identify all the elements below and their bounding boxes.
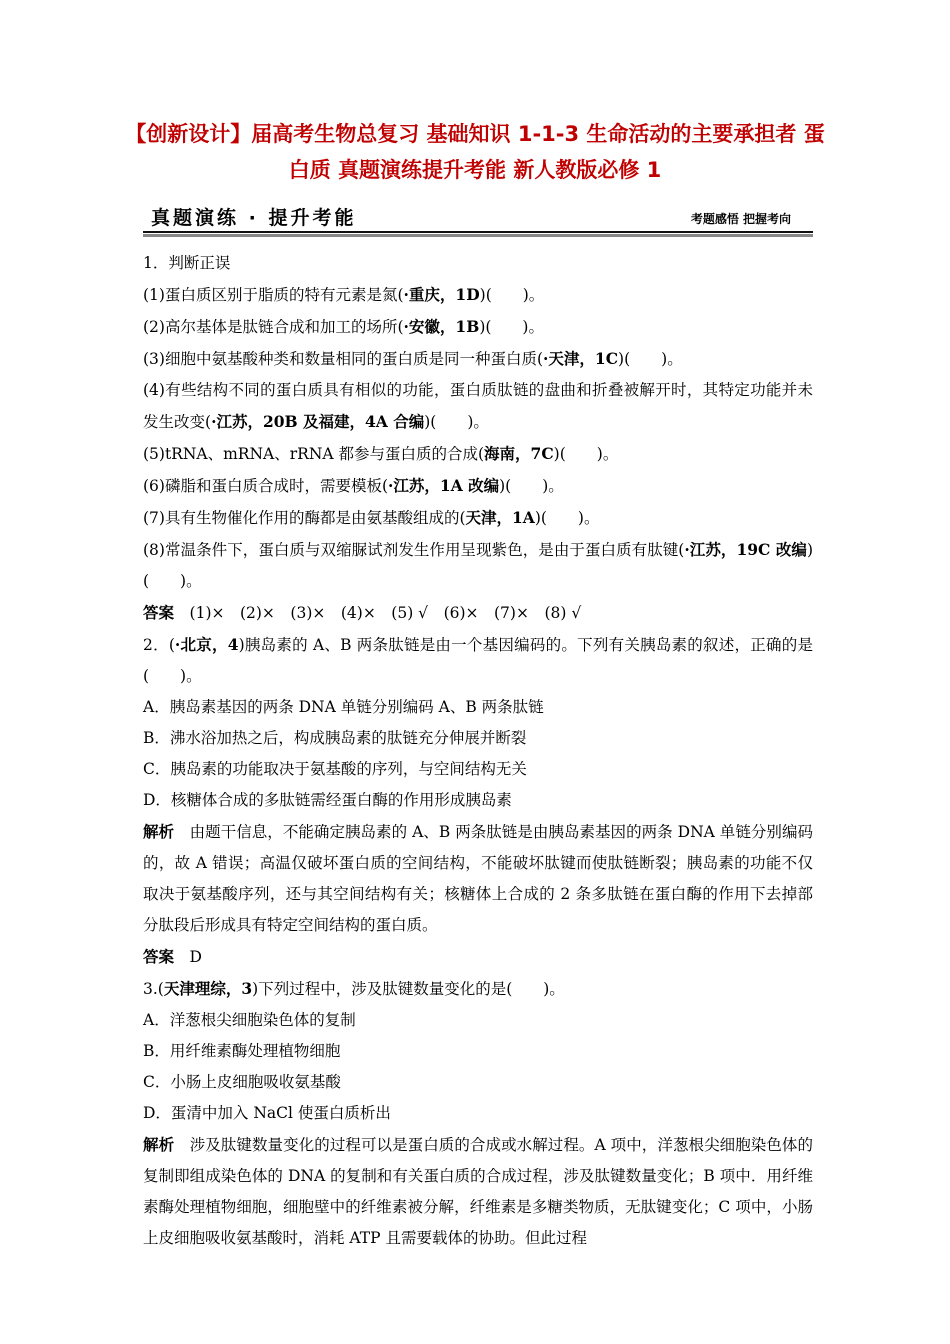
q2-option: D．核糖体合成的多肽链需经蛋白酶的作用形成胰岛素 [143,791,512,809]
q1-item: (5)tRNA、mRNA、rRNA 都参与蛋白质的合成(海南，7C)( )。 [143,444,619,463]
q1-item: (2)高尔基体是肽链合成和加工的场所(·安徽，1B)( )。 [143,317,544,336]
q3-stem: 3.(天津理综，3)下列过程中，涉及肽键数量变化的是( )。 [143,979,565,998]
q1-item: (8)常温条件下，蛋白质与双缩脲试剂发生作用呈现紫色，是由于蛋白质有肽键(·江苏，19C 改编)( )。 [143,540,814,590]
q1-item: (4)有些结构不同的蛋白质具有相似的功能，蛋白质肽链的盘曲和折叠被解开时，其特定功能并未发生改变(·江苏，20B 及福建，4A 合编)( )。 [143,381,813,431]
q3-option: A．洋葱根尖细胞染色体的复制 [143,1011,356,1029]
q2-option: A．胰岛素基因的两条 DNA 单链分别编码 A、B 两条肽链 [143,698,544,716]
q1-item: (6)磷脂和蛋白质合成时，需要模板(·江苏，1A 改编)( )。 [143,476,564,495]
q3-option: C．小肠上皮细胞吸收氨基酸 [143,1073,341,1091]
q2-analysis: 解析 由题干信息，不能确定胰岛素的 A、B 两条肽链是由胰岛素基因的两条 DNA 单链分别编码的，故 A 错误；高温仅破坏蛋白质的空间结构，不能破坏肽键而使肽链断裂；胰岛素的功能不仅取决于氨基酸序列，还与其空间结构有关；核糖体上合成的 2 条多肽链在蛋白酶的作用下去掉部分肽段后形成具有特定空间结构的蛋白质。 [143,822,813,934]
q1-item: (1)蛋白质区别于脂质的特有元素是氮(·重庆，1D)( )。 [143,285,545,304]
banner-title: 真题演练 · 提升考能 [151,207,357,229]
q1-stem: 1．判断正误 [143,254,231,272]
q2-answer: 答案 D [143,947,202,966]
q1-answer: 答案 (1)× (2)× (3)× (4)× (5) √ (6)× (7)× (8) √ [143,603,582,622]
document-title: 【创新设计】届高考生物总复习 基础知识 1-1-3 生命活动的主要承担者 蛋白质 真题演练提升考能 新人教版必修 1 [125,122,825,182]
q3-option: B．用纤维素酶处理植物细胞 [143,1042,341,1060]
banner-rule [143,231,813,233]
q1-item: (7)具有生物催化作用的酶都是由氨基酸组成的(天津，1A)( )。 [143,508,600,527]
q2-option: B．沸水浴加热之后，构成胰岛素的肽链充分伸展并断裂 [143,729,527,747]
banner-rule-shadow [143,234,813,237]
q3-option: D．蛋清中加入 NaCl 使蛋白质析出 [143,1104,391,1122]
q2-stem: 2．(·北京，4)胰岛素的 A、B 两条肽链是由一个基因编码的。下列有关胰岛素的叙述，正确的是( )。 [143,635,813,685]
q3-analysis: 解析 涉及肽键数量变化的过程可以是蛋白质的合成或水解过程。A 项中，洋葱根尖细胞染色体的复制即组成染色体的 DNA 的复制和有关蛋白质的合成过程，涉及肽键数量变化；B 项中．用纤维素酶处理植物细胞，细胞壁中的纤维素被分解，纤维素是多糖类物质，无肽键变化；C 项中，小肠上皮细胞吸收氨基酸时，消耗 ATP 且需要载体的协助。但此过程 [143,1135,813,1247]
section-banner [143,203,813,231]
q2-option: C．胰岛素的功能取决于氨基酸的序列，与空间结构无关 [143,760,527,778]
banner-subtitle: 考题感悟 把握考向 [690,212,791,226]
document-body [143,248,813,1254]
q1-item: (3)细胞中氨基酸种类和数量相同的蛋白质是同一种蛋白质(·天津，1C)( )。 [143,349,683,368]
